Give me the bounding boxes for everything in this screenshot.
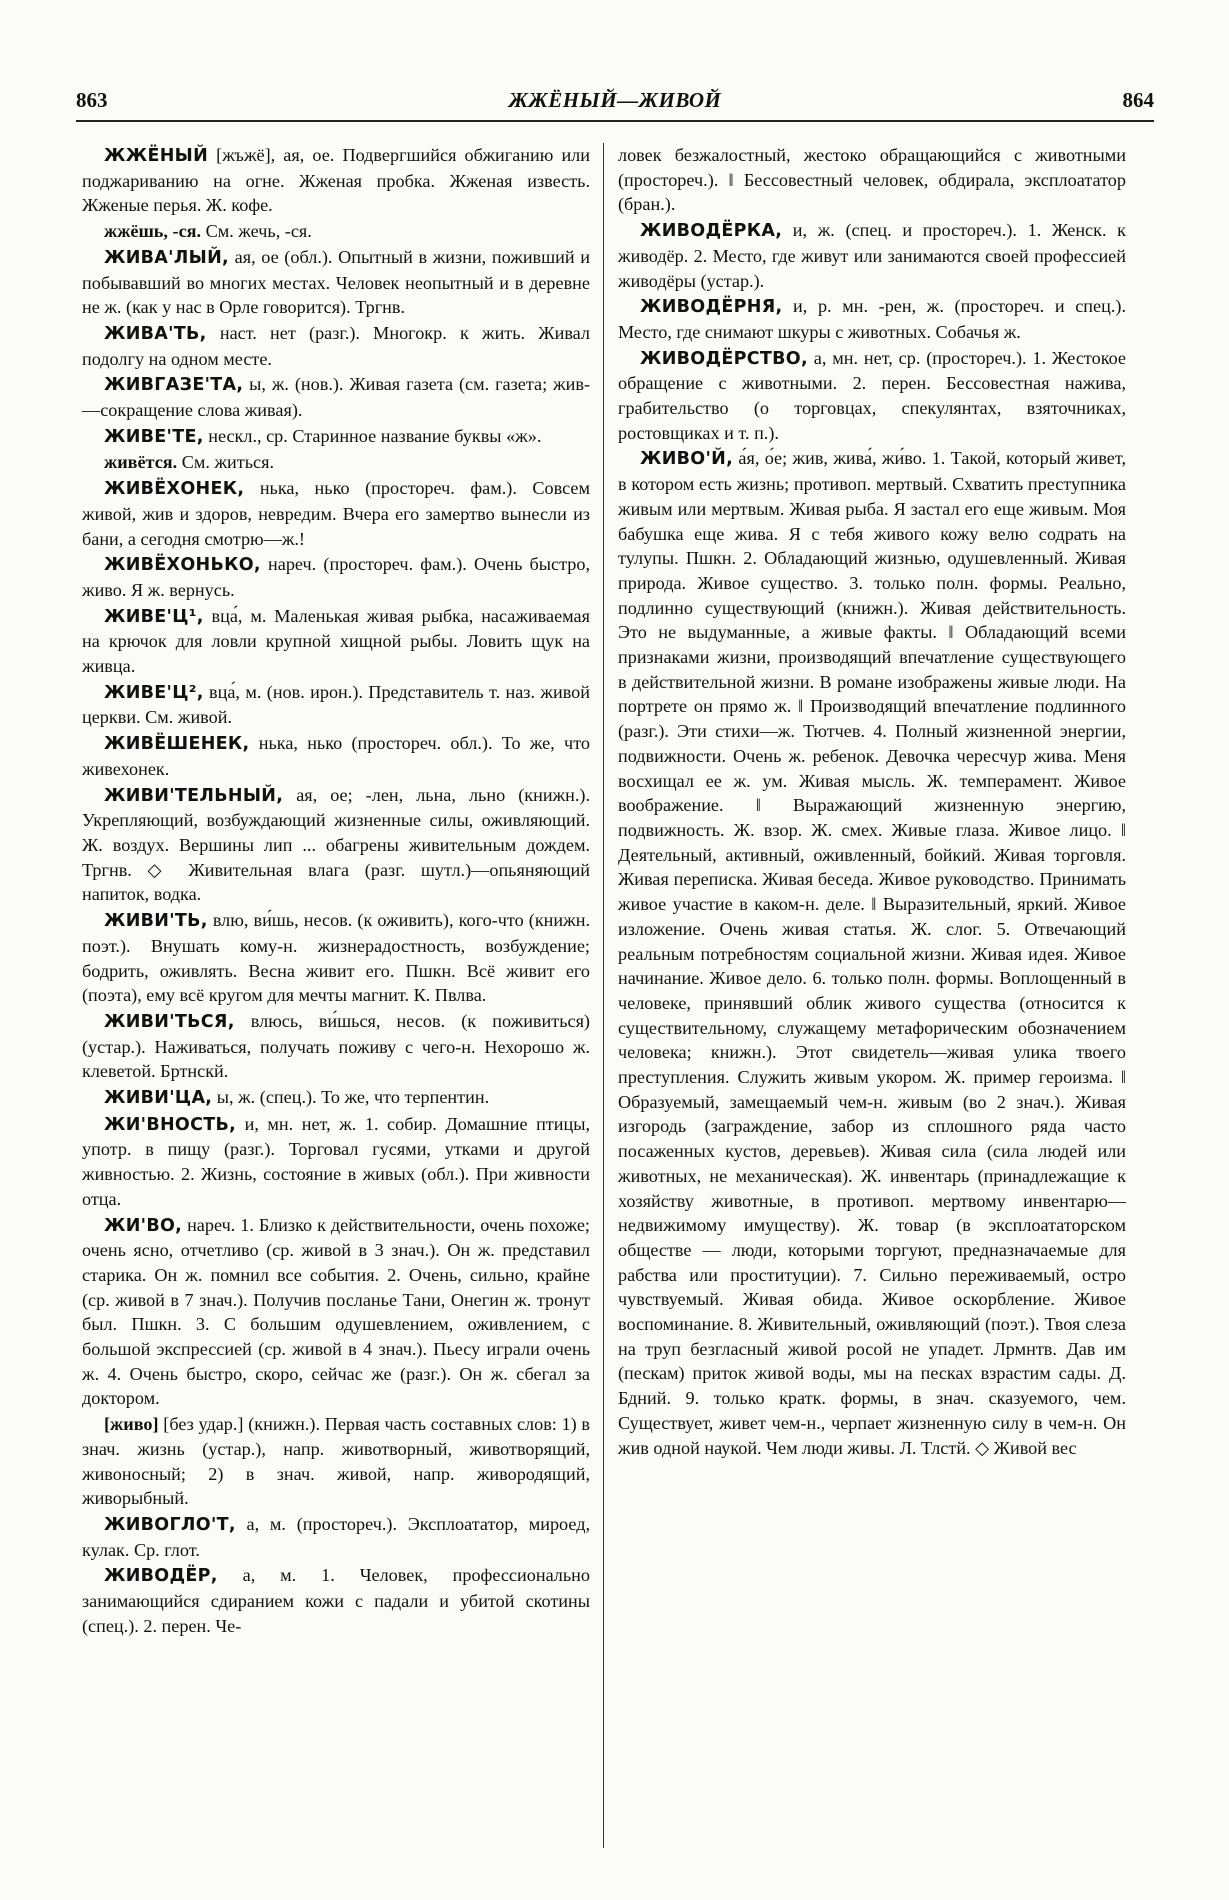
entry-headword: ЖИВЕ'Ц², — [104, 682, 204, 703]
entry-definition: См. жечь, -ся. — [201, 221, 312, 242]
entry-definition: нареч. (простореч. фам.). Очень быстро, живо. Я ж. вернусь. — [82, 554, 590, 600]
entry-headword: ЖИВИ'ТЬ, — [104, 911, 208, 932]
dictionary-entry — [618, 143, 1126, 217]
entry-definition: вца́, м. (нов. ирон.). Представитель т. наз. живой церкви. См. живой. — [82, 681, 590, 728]
dictionary-entry — [82, 908, 590, 1008]
entry-definition: а, м. 1. Человек, профессионально занимающийся сдиранием кожи с падали и убитой скотины (спец.). 2. перен. Че- — [82, 1565, 590, 1636]
dictionary-entry — [618, 294, 1126, 344]
page-header — [76, 88, 1154, 128]
running-title: ЖЖЁНЫЙ—ЖИВОЙ — [508, 88, 722, 112]
entry-definition: и, ж. (спец. и простореч.). 1. Женск. к живодёр. 2. Место, где живут или занимаются своей профессией живодёры (устар.). — [618, 220, 1126, 291]
entry-headword: ЖИВИ'ТЬСЯ, — [104, 1011, 235, 1032]
entry-headword: ЖИВЕ'ТЕ, — [104, 426, 204, 447]
dictionary-entry — [82, 680, 590, 730]
entry-headword: ЖИВОДЁРНЯ, — [640, 297, 783, 318]
entry-headword: ЖИВА'ТЬ, — [104, 323, 207, 344]
entry-headword: [живо] — [104, 1414, 159, 1435]
dictionary-entry — [82, 1412, 590, 1511]
entry-definition: и, р. мн. -рен, ж. (простореч. и спец.). Место, где снимают шкуры с животных. Собачья ж. — [618, 296, 1126, 342]
entry-definition: См. житься. — [177, 452, 274, 473]
entry-headword: ЖИВЕ'Ц¹, — [104, 606, 204, 627]
dictionary-entry — [82, 1512, 590, 1562]
entry-headword: ЖИВА'ЛЫЙ, — [104, 247, 229, 268]
entry-headword: ЖИВЁХОНЕК, — [104, 479, 245, 500]
dictionary-entry — [82, 731, 590, 781]
header-rule — [76, 120, 1154, 122]
entry-headword: жжёшь, -ся. — [104, 221, 202, 242]
entry-definition: [без удар.] (книжн.). Первая часть составных слов: 1) в знач. жизнь (устар.), напр. животворный, животворящий, живоносный; 2) в знач. живой, напр. живородящий, живорыбный. — [82, 1414, 590, 1509]
dictionary-entry — [82, 1085, 590, 1111]
entry-headword: ЖИВОДЁРСТВО, — [640, 348, 808, 369]
entry-definition: ая, ое; -лен, льна, льно (книжн.). Укрепляющий, возбуждающий жизненные силы, оживляющий. Ж. воздух. Вершины лип ... обагрены живительным дождем. Тргнв. ◇ Живительная влага (разг. шутл.)—опьяняющий напиток, водка. — [82, 784, 590, 905]
entry-headword: ЖИВЁХОНЬКО, — [104, 555, 261, 576]
entry-definition: вца́, м. Маленькая живая рыбка, насаживаемая на крючок для ловли крупной хищной рыбы. Ловить щук на живца. — [82, 605, 590, 677]
entry-definition: нареч. 1. Близко к действительности, очень похоже; очень ясно, отчетливо (ср. живой в 3 знач.). Он ж. представил старика. Он ж. помнил все события. 2. Очень, сильно, крайне (ср. живой в 7 знач.). Получив посланье Тани, Онегин ж. тронут был. Пшкн. 3. С большим одушевлением, оживлением, с большой экспрессией (ср. живой в 4 знач.). Пьесу играли очень ж. 4. Очень быстро, скоро, сейчас же (разг.). Он ж. сбегал за доктором. — [82, 1214, 590, 1409]
dictionary-entry — [82, 604, 590, 679]
dictionary-entry — [82, 245, 590, 320]
entry-definition: наст. нет (разг.). Многокр. к жить. Живал подолгу на одном месте. — [82, 322, 590, 369]
entry-definition: нька, нько (простореч. обл.). То же, что живехонек. — [82, 733, 590, 779]
entry-definition: ы, ж. (спец.). То же, что терпентин. — [212, 1087, 490, 1108]
dictionary-entry — [82, 552, 590, 602]
entry-definition: ы, ж. (нов.). Живая газета (см. газета; жив-—сокращение слова живая). — [82, 374, 590, 421]
entry-headword: ЖИВЁШЕНЕК, — [104, 734, 250, 755]
entry-headword: ЖИВОГЛО'Т, — [104, 1514, 236, 1535]
dictionary-entry — [618, 346, 1126, 446]
dictionary-entry — [82, 219, 590, 244]
entry-headword: ЖИ'ВНОСТЬ, — [104, 1114, 237, 1135]
entry-definition: нька, нько (простореч. фам.). Совсем живой, жив и здоров, невредим. Вчера его замертво вынесли из бани, а сегодня смотрю—ж.! — [82, 478, 590, 549]
entry-definition: [жъжё], ая, ое. Подвергшийся обжиганию или поджариванию на огне. Жженая пробка. Жженая известь. Жженые перья. Ж. кофе. — [82, 145, 590, 216]
column-divider — [603, 143, 604, 1848]
dictionary-entry — [82, 143, 590, 218]
right-page-number: 864 — [1122, 88, 1154, 112]
dictionary-entry — [82, 1112, 590, 1212]
entry-headword: ЖИВО'Й, — [640, 449, 734, 470]
dictionary-entry — [618, 446, 1126, 1460]
dictionary-entry — [82, 1563, 590, 1638]
entry-definition: и, мн. нет, ж. 1. собир. Домашние птицы, употр. в пищу (разг.). Торговал гусями, утками и другой живностью. 2. Жизнь, состояние в живых (обл.). При живности отца. — [82, 1113, 590, 1209]
entry-headword: ЖИВГАЗЕ'ТА, — [104, 375, 244, 396]
entry-definition: а, мн. нет, ср. (простореч.). 1. Жестокое обращение с животными. 2. перен. Бессовестная нажива, грабительство (о торговцах, спекулянтах, взяточниках, ростовщиках и т. п.). — [618, 347, 1126, 443]
left-column — [82, 143, 590, 1639]
entry-headword: ЖЖЁНЫЙ — [104, 146, 209, 166]
entry-headword: ЖИВИ'ТЕЛЬНЫЙ, — [104, 785, 284, 806]
dictionary-entry — [618, 218, 1126, 293]
entry-definition: влюсь, ви́шься, несов. (к поживиться) (устар.). Наживаться, получать поживу с чего-н. Нехорошо ж. клеветой. Бртнскй. — [82, 1010, 590, 1082]
dictionary-entry — [82, 424, 590, 450]
right-column — [618, 143, 1126, 1461]
dictionary-entry — [82, 321, 590, 371]
entry-headword: ЖИ'ВО, — [104, 1215, 183, 1236]
entry-definition: влю, ви́шь, несов. (к оживить), кого-что (книжн. поэт.). Внушать кому-н. жизнерадостность, возбуждение; бодрить, оживлять. Весна живит его. Пшкн. Всё живит его (поэта), ему всё кругом для мечты магнит. К. Пвлва. — [82, 910, 590, 1006]
dictionary-entry — [82, 372, 590, 422]
dictionary-entry — [82, 476, 590, 551]
entry-headword: живётся. — [104, 452, 178, 473]
entry-definition: а́я, о́е; жив, жива́, жи́во. 1. Такой, который живет, в котором есть жизнь; противоп. мертвый. Схватить преступника живым или мертвым. Живая рыба. Я застал его еще живым. Моя бабушка еще жива. Я с тебя живого кожу велю содрать на тулупы. Пшкн. 2. Обладающий жизнью, одушевленный. Живая природа. Живое существо. 3. только полн. формы. Реально, подлинно существующий (книжн.). Живая действительность. Это не выдуманные, а живые факты. ‖ Обладающий всеми признаками жизни, производящий впечатление существующего в действительной жизни. В романе изображены живые люди. На портрете он прямо ж. ‖ Производящий впечатление подлинного (разг.). Эти стихи—ж. Тютчев. 4. Полный жизненной энергии, подвижности. Очень ж. ребенок. Девочка чересчур жива. Меня восхищал ее ж. ум. Живая мысль. Ж. темперамент. Живое воображение. ‖ Выражающий жизненную энергию, подвижность. Ж. взор. Ж. смех. Живые глаза. Живое лицо. ‖ Деятельный, активный, оживленный, бойкий. Живая торговля. Живая переписка. Живая беседа. Живое руководство. Принимать живое участие в каком-н. деле. ‖ Выразительный, яркий. Живое изложение. Очень живая статья. Ж. слог. 5. Отвечающий реальным потребностям социальной жизни. Живая идея. Живое начинание. Живое дело. 6. только полн. формы. Воплощенный в человеке, принявший облик живого существа (относится к существительному, служащему метафорическим обозначением человека; книжн.). Этот свидетель—живая улика твоего преступления. Служить живым укором. Ж. пример героизма. ‖ Образуемый, замещаемый чем-н. живым (во 2 знач.). Живая изгородь (заграждение, забор из сплошного ряда часто посаженных кустов, деревьев). Живая сила (сила людей или животных, не механическая). Ж. инвентарь (принадлежащие к хозяйству животные, в противоп. мертвому инвентарю—недвижимому имуществу). Ж. товар (в эксплоататорском обществе — люди, которыми торгуют, предназначаемые для рабства или проституции). 7. Сильно переживаемый, остро чувствуемый. Живая обида. Живое оскорбление. Живое воспоминание. 8. Живительный, оживляющий (поэт.). Твоя слеза на труп безгласный живой росой не упадет. Лрмнтв. Дав им (пескам) приток живой воды, мы на песках взрастим сады. Д. Бдний. 9. только кратк. формы, в знач. сказуемого, чем. Существует, живет чем-н., черпает жизненную силу в чем-н. Он жив одной наукой. Чем люди живы. Л. Тлстй. ◇ Живой вес — [618, 448, 1126, 1458]
dictionary-entry — [82, 1009, 590, 1084]
dictionary-entry — [82, 1213, 590, 1412]
entry-definition: нескл., ср. Старинное название буквы «ж». — [203, 425, 542, 446]
entry-definition: ая, ое (обл.). Опытный в жизни, поживший и побывавший во многих местах. Человек неопытный и в деревне не ж. (как у нас в Орле говорится). Тргнв. — [82, 246, 590, 318]
entry-headword: ЖИВОДЁРКА, — [640, 221, 783, 242]
entry-definition: ловек безжалостный, жестоко обращающийся с животными (простореч.). ‖ Бессовестный человек, обдирала, эксплоататор (бран.). — [618, 145, 1126, 215]
dictionary-entry — [82, 450, 590, 475]
dictionary-entry — [82, 783, 590, 908]
entry-headword: ЖИВОДЁР, — [104, 1566, 218, 1587]
entry-definition: а, м. (простореч.). Эксплоататор, мироед, кулак. Ср. глот. — [82, 1513, 590, 1560]
left-page-number: 863 — [76, 88, 108, 112]
entry-headword: ЖИВИ'ЦА, — [104, 1088, 213, 1109]
